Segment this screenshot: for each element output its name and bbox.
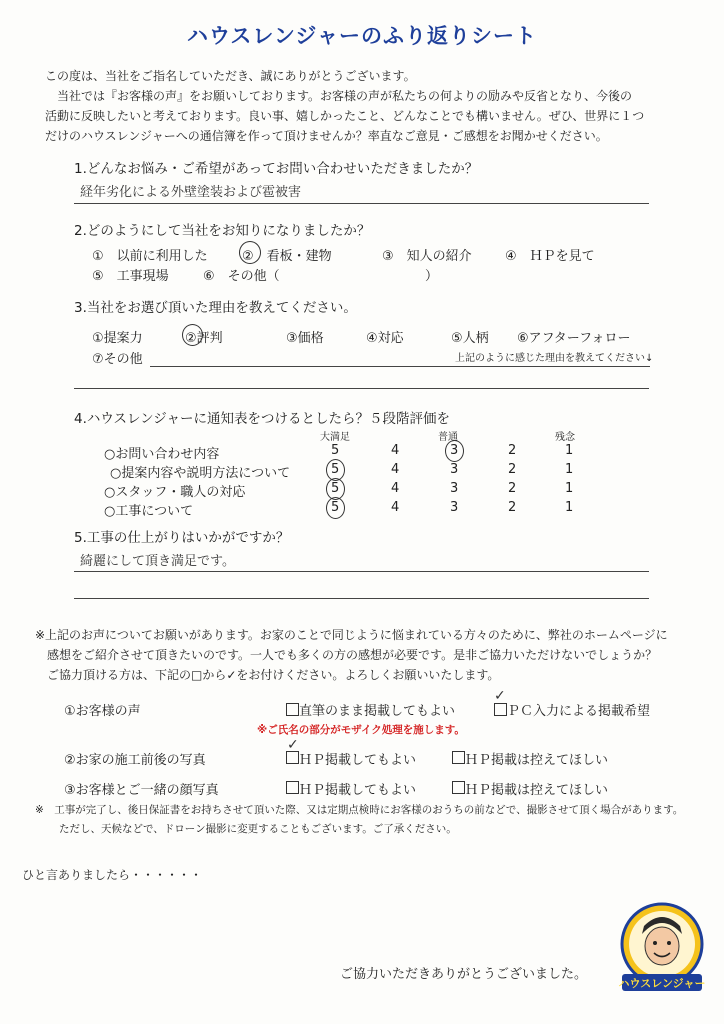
q2-option-4[interactable]: ④ ＨＰを見て <box>505 249 595 264</box>
q1-label: 1.どんなお悩み・ご希望があってお問い合わせいただきましたか？ <box>74 161 479 177</box>
consent-2-b-checkbox[interactable] <box>452 751 465 764</box>
consent-1-a-label: 直筆のまま掲載してもよい <box>299 704 456 719</box>
q4-item-label: ○提案内容や説明方法について <box>110 466 291 481</box>
q2-option-1[interactable]: ① 以前に利用した <box>92 249 208 264</box>
consent-1-b-checkmark: ✓ <box>494 688 506 704</box>
q4-item-label: ○スタッフ・職人の対応 <box>104 485 246 500</box>
q4-score-3[interactable]: 3 <box>450 481 459 496</box>
q2-label: 2.どのようにして当社をお知りになりましたか？ <box>74 223 371 239</box>
q4-item-label: ○工事について <box>104 504 194 519</box>
footnote-line: ただし、天候などで、ドローン撮影に変更することもございます。ご了承ください。 <box>59 823 457 835</box>
page-title: ハウスレンジャーのふり返りシート <box>187 24 537 48</box>
q2-option-6-close: ） <box>425 269 439 284</box>
consent-3-b-label: ＨＰ掲載は控えてほしい <box>465 783 609 798</box>
q4-score-5[interactable]: 5 <box>331 481 340 496</box>
q2-option-3[interactable]: ③ 知人の紹介 <box>382 249 472 264</box>
intro-line: 活動に反映したいと考えております。良い事、嬉しかったこと、どんなことでも構いません。ぜひ、世界に１つ <box>45 109 645 123</box>
q3-option-5[interactable]: ⑤人柄 <box>451 331 489 346</box>
mascot-badge-icon <box>614 900 710 996</box>
footnote-line: ※ 工事が完了し、後日保証書をお持ちさせて頂いた際、又は定期点検時にお客様のおうちの前などで、撮影させて頂く場合があります。 <box>35 804 684 816</box>
consent-1-label: ①お客様の声 <box>64 704 141 719</box>
badge-text: ハウスレンジャー <box>618 977 706 990</box>
consent-2-a-checkmark: ✓ <box>287 737 299 753</box>
q3-option-1[interactable]: ①提案力 <box>92 331 143 346</box>
scale-mid-label: 普通 <box>438 432 458 443</box>
q3-reason-hint: 上記のように感じた理由を教えてください↓ <box>455 353 654 364</box>
q4-score-5[interactable]: 5 <box>331 462 340 477</box>
comment-label: ひと言ありましたら・・・・・・ <box>22 868 203 882</box>
q4-label: 4.ハウスレンジャーに通知表をつけるとしたら？５段階評価を <box>74 411 451 427</box>
q4-score-2[interactable]: 2 <box>508 443 517 458</box>
q4-score-3[interactable]: 3 <box>450 462 459 477</box>
q3-label: 3.当社をお選び頂いた理由を教えてください。 <box>74 300 357 316</box>
intro-line: この度は、当社をご指名していただき、誠にありがとうございます。 <box>45 69 416 83</box>
consent-1-b-checkbox[interactable] <box>494 703 507 716</box>
q3-option-3[interactable]: ③価格 <box>286 331 324 346</box>
q3-option-7[interactable]: ⑦その他 <box>92 352 143 367</box>
scale-low-label: 残念 <box>555 432 575 443</box>
intro-text <box>45 66 695 146</box>
q4-score-3[interactable]: 3 <box>450 500 459 515</box>
consent-3-a-label: ＨＰ掲載してもよい <box>299 783 417 798</box>
q4-score-1[interactable]: 1 <box>565 500 574 515</box>
thanks-text: ご協力いただきありがとうございました。 <box>340 967 588 982</box>
q5-answer-line-2 <box>74 598 649 599</box>
q2-option-6[interactable]: ⑥ その他（ <box>203 269 280 284</box>
request-text <box>35 625 668 685</box>
consent-1-a-checkbox[interactable] <box>286 703 299 716</box>
q4-score-1[interactable]: 1 <box>565 462 574 477</box>
q5-label: 5.工事の仕上がりはいかがですか？ <box>74 530 290 546</box>
consent-3-label: ③お客様とご一緒の顔写真 <box>64 783 219 798</box>
request-line: ※上記のお声についてお願いがあります。お家のことで同じように悩まれている方々のために、弊社のホームページに <box>35 628 668 642</box>
request-line: 感想をご紹介させて頂きたいのです。一人でも多くの方の感想が必要です。是非ご協力いただけないでしょうか？ <box>47 648 658 662</box>
q4-score-4[interactable]: 4 <box>391 481 400 496</box>
q4-score-5[interactable]: 5 <box>331 500 340 515</box>
q2-selected-circle <box>239 241 261 264</box>
consent-2-label: ②お家の施工前後の写真 <box>64 753 206 768</box>
q4-score-2[interactable]: 2 <box>508 462 517 477</box>
q4-score-3[interactable]: 3 <box>450 443 459 458</box>
q4-score-4[interactable]: 4 <box>391 462 400 477</box>
q4-score-1[interactable]: 1 <box>565 443 574 458</box>
q5-answer[interactable]: 綺麗にして頂き満足です。 <box>80 554 235 569</box>
q3-option-2[interactable]: ②評判 <box>185 331 223 346</box>
q5-answer-line <box>74 571 649 572</box>
q3-option-6[interactable]: ⑥アフターフォロー <box>517 331 631 346</box>
q1-answer-line <box>74 203 649 204</box>
q1-answer[interactable]: 経年劣化による外壁塗装および雹被害 <box>80 185 302 200</box>
consent-2-b-label: ＨＰ掲載は控えてほしい <box>465 753 609 768</box>
q3-reason-line <box>74 388 649 389</box>
q3-selected-circle <box>182 324 203 346</box>
q4-score-1[interactable]: 1 <box>565 481 574 496</box>
q4-selected-circle <box>326 497 345 519</box>
q4-score-4[interactable]: 4 <box>391 443 400 458</box>
q4-selected-circle <box>445 440 464 462</box>
consent-1-b-label: ＰＣ入力による掲載希望 <box>507 704 651 719</box>
q4-score-4[interactable]: 4 <box>391 500 400 515</box>
consent-2-a-label: ＨＰ掲載してもよい <box>299 753 417 768</box>
q4-score-2[interactable]: 2 <box>508 500 517 515</box>
mosaic-note: ※ご氏名の部分がモザイク処理を施します。 <box>257 724 465 736</box>
consent-3-b-checkbox[interactable] <box>452 781 465 794</box>
q4-item-label: ○お問い合わせ内容 <box>104 447 220 462</box>
q2-option-2[interactable]: ② 看板・建物 <box>242 249 332 264</box>
consent-3-a-checkbox[interactable] <box>286 781 299 794</box>
footnote <box>35 801 683 839</box>
q2-option-5[interactable]: ⑤ 工事現場 <box>92 269 169 284</box>
q3-other-line <box>150 366 650 367</box>
q4-score-5[interactable]: 5 <box>331 443 340 458</box>
scale-high-label: 大満足 <box>320 432 350 443</box>
q3-option-4[interactable]: ④対応 <box>366 331 404 346</box>
q4-score-2[interactable]: 2 <box>508 481 517 496</box>
intro-line: だけのハウスレンジャーへの通信簿を作って頂けませんか？率直なご意見・ご感想をお聞かせください。 <box>45 129 608 143</box>
request-line: ご協力頂ける方は、下記の□から✓をお付けください。よろしくお願いいたします。 <box>47 668 500 682</box>
intro-line: 当社では『お客様の声』をお願いしております。お客様の声が私たちの何よりの励みや反省となり、今後の <box>57 89 633 103</box>
